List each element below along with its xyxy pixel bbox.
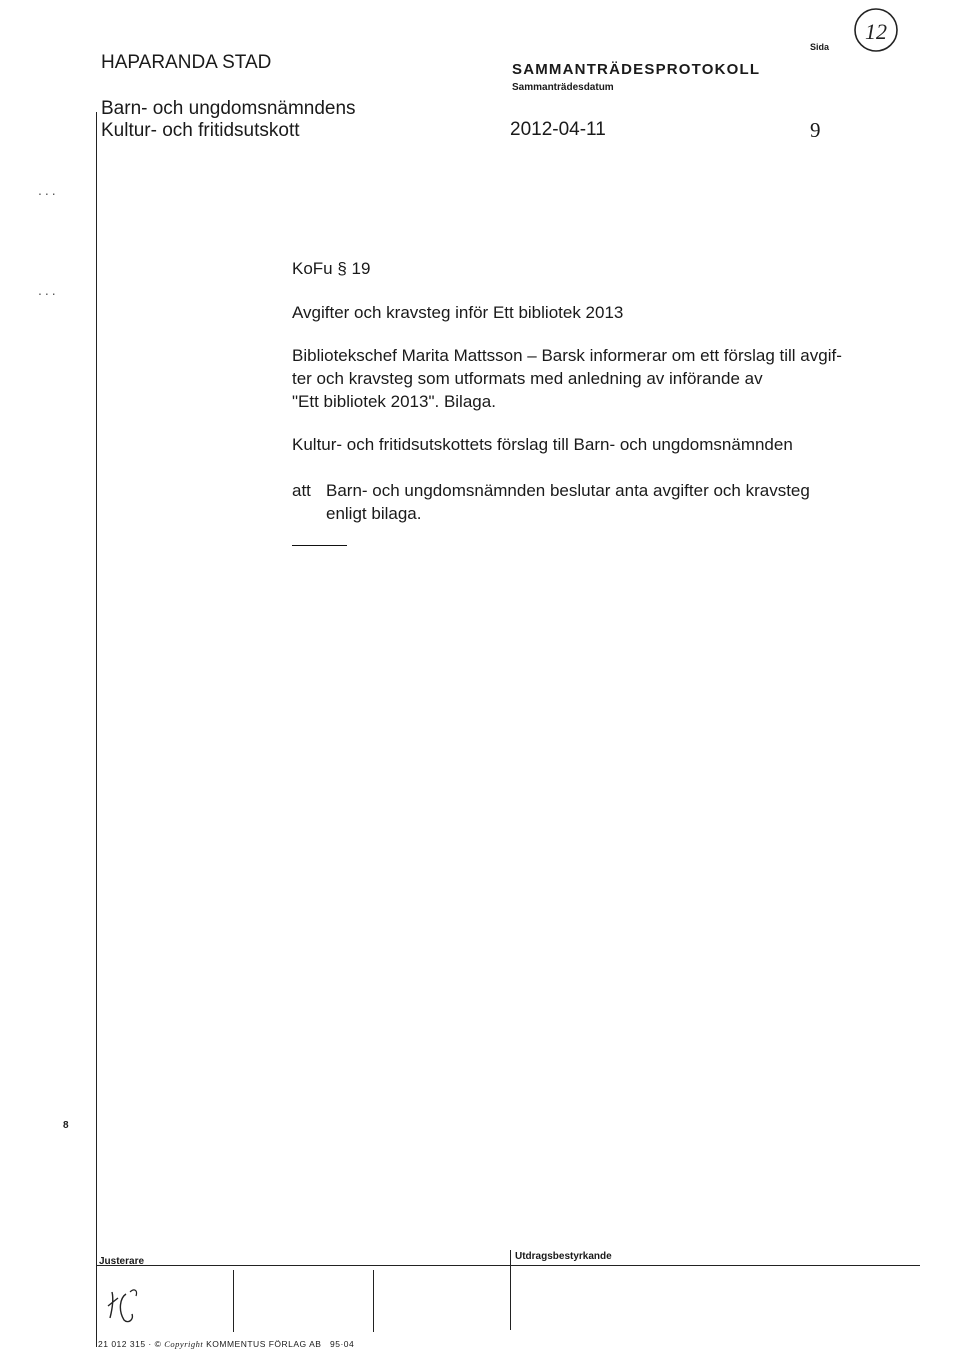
- proposal-heading: Kultur- och fritidsutskottets förslag till Barn- och ungdomsnämnden: [292, 435, 793, 454]
- att-label: att: [292, 481, 311, 500]
- margin-dots: ...: [38, 282, 59, 298]
- municipality-name: HAPARANDA STAD: [101, 52, 272, 73]
- footer-rule-left: [96, 1265, 510, 1266]
- att-line: Barn- och ungdomsnämnden beslutar anta avgifter och kravsteg: [326, 481, 810, 500]
- body-line: ter och kravsteg som utformats med anledning av införande av: [292, 369, 763, 388]
- form-version: 95·04: [330, 1339, 355, 1349]
- body-line: "Ett bibliotek 2013". Bilaga.: [292, 392, 496, 411]
- justerare-label: Justerare: [99, 1256, 145, 1267]
- committee-name: Kultur- och fritidsutskott: [101, 120, 300, 141]
- paragraph-reference: KoFu § 19: [292, 259, 371, 278]
- utdrag-label: Utdragsbestyrkande: [515, 1251, 612, 1262]
- form-footer-copyright: 21 012 315 · © Copyright KOMMENTUS FÖRLAG AB 95·04: [98, 1339, 355, 1349]
- meeting-date: 2012-04-11: [510, 119, 606, 140]
- board-name: Barn- och ungdomsnämndens: [101, 98, 356, 119]
- left-margin-rule: [96, 112, 97, 1347]
- signature-box-divider: [373, 1270, 374, 1332]
- stamp-number: 12: [865, 19, 887, 44]
- circled-page-stamp: [852, 6, 900, 54]
- copyright-symbol: ©: [154, 1339, 162, 1349]
- signature-box-divider: [233, 1270, 234, 1332]
- body-line: Bibliotekschef Marita Mattsson – Barsk informerar om ett förslag till avgif-: [292, 346, 842, 365]
- copyright-word: Copyright: [164, 1339, 204, 1349]
- section-body: [292, 344, 842, 413]
- margin-dots: ...: [38, 182, 59, 198]
- att-clause: [326, 479, 810, 525]
- section-heading: Avgifter och kravsteg inför Ett bibliotek 2013: [292, 303, 624, 322]
- form-code: 21 012 315: [98, 1339, 146, 1349]
- margin-mark: 8: [63, 1120, 69, 1131]
- protocol-title: SAMMANTRÄDESPROTOKOLL: [512, 61, 761, 78]
- footer-rule-right: [510, 1265, 920, 1266]
- footer-divider: [510, 1250, 511, 1330]
- att-line: enligt bilaga.: [326, 504, 422, 523]
- publisher-name: KOMMENTUS FÖRLAG AB: [206, 1339, 322, 1349]
- meeting-date-label: Sammanträdesdatum: [512, 82, 614, 93]
- page-number: 9: [810, 118, 821, 142]
- handwritten-initials-signature: [104, 1280, 144, 1330]
- section-end-rule: [292, 545, 347, 546]
- page-label: Sida: [810, 42, 830, 52]
